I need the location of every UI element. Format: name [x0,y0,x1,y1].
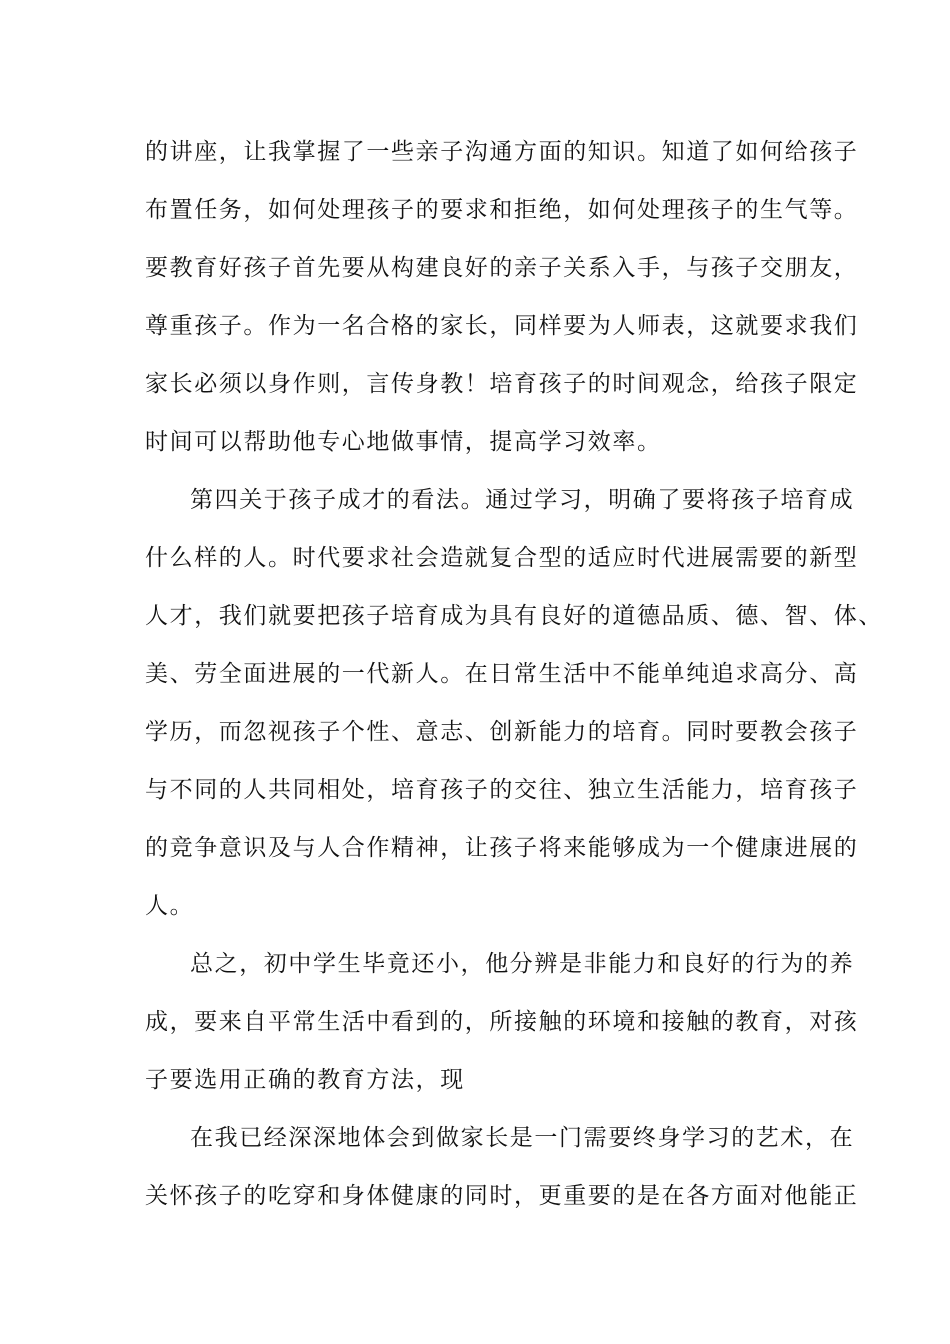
text-line: 人。 [145,893,195,919]
text-line: 成，要来自平常生活中看到的，所接触的环境和接触的教育，对孩 [145,1009,859,1035]
text-line: 家长必须以身作则，言传身教！培育孩子的时间观念，给孩子限定 [145,371,859,397]
text-line: 关怀孩子的吃穿和身体健康的同时，更重要的是在各方面对他能正 [145,1183,859,1209]
text-line: 人才，我们就要把孩子培育成为具有良好的道德品质、德、智、体、 [145,603,883,629]
text-line: 的讲座，让我掌握了一些亲子沟通方面的知识。知道了如何给孩子 [145,139,859,165]
text-line: 子要选用正确的教育方法，现 [145,1067,465,1093]
paragraph-first-line: 第四关于孩子成才的看法。通过学习，明确了要将孩子培育成 [190,487,855,513]
text-line: 学历，而忽视孩子个性、意志、创新能力的培育。同时要教会孩子 [145,719,859,745]
text-line: 时间可以帮助他专心地做事情，提高学习效率。 [145,429,662,455]
text-line: 的竞争意识及与人合作精神，让孩子将来能够成为一个健康进展的 [145,835,859,861]
text-line: 要教育好孩子首先要从构建良好的亲子关系入手，与孩子交朋友， [145,255,859,281]
paragraph-first-line: 总之，初中学生毕竟还小，他分辨是非能力和良好的行为的养 [190,951,855,977]
text-line: 尊重孩子。作为一名合格的家长，同样要为人师表，这就要求我们 [145,313,859,339]
paragraph-first-line: 在我已经深深地体会到做家长是一门需要终身学习的艺术，在 [190,1125,855,1151]
text-line: 布置任务，如何处理孩子的要求和拒绝，如何处理孩子的生气等。 [145,197,859,223]
text-line: 与不同的人共同相处，培育孩子的交往、独立生活能力，培育孩子 [145,777,859,803]
text-line: 美、劳全面进展的一代新人。在日常生活中不能单纯追求高分、高 [145,661,859,687]
text-line: 什么样的人。时代要求社会造就复合型的适应时代进展需要的新型 [145,545,859,571]
